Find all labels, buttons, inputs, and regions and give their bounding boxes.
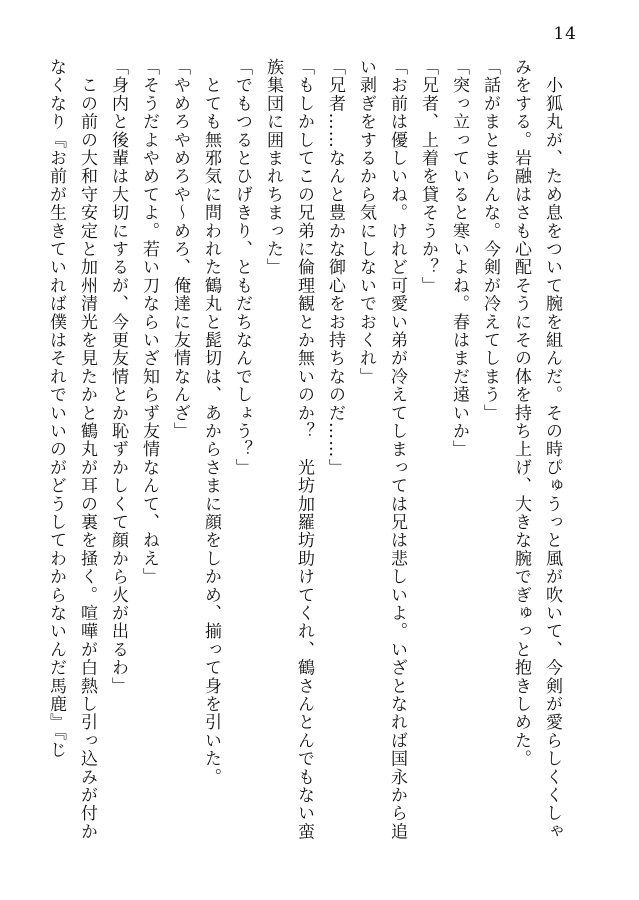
dialogue-line: 「兄者……なんと豊かな御心をお持ちなのだ……」: [325, 58, 345, 477]
dialogue-line: 「そうだよやめてよ。若い刀ならいざ知らず友情なんて、ねえ」: [139, 58, 159, 586]
dialogue-line: 「やめろやめろや〜めろ、俺達に友情なんざ」: [170, 58, 190, 441]
novel-text-block: [40, 58, 567, 848]
paragraph: 小狐丸が、ため息をついて腕を組んだ。その時ぴゅうっと風が吹いて、今剣が愛らしくくしゃみをする。岩融はさも心配そうにその体を持ち上げ、大きな腕でぎゅっと抱きしめた。: [511, 58, 562, 841]
dialogue-line: 「お前は優しいね。けれど可愛い弟が冷えてしまっては兄は悲しいよ。いざとなれば国永から追い剥ぎをするから気にしないでおくれ」: [356, 58, 407, 841]
dialogue-line: 「身内と後輩は大切にするが、今更友情とか恥ずかしくて顔から火が出るわ」: [108, 58, 128, 695]
dialogue-line: 「でもつるとひげきり、ともだちなんでしょう？」: [232, 58, 252, 477]
page-number: 14: [553, 24, 577, 44]
paragraph: とても無邪気に問われた鶴丸と髭切は、あからさまに顔をしかめ、揃って身を引いた。: [201, 58, 221, 786]
dialogue-line: 「兄者、上着を貸そうか？」: [418, 58, 438, 295]
dialogue-line: 「突っ立っていると寒いよね。春はまだ遠いか」: [449, 58, 469, 459]
dialogue-line: 「もしかしてこの兄弟に倫理観とか無いのか？ 光坊加羅坊助けてくれ、鶴さんとんでもない蛮族集団に囲まれちまった」: [263, 58, 314, 841]
dialogue-line: 「話がまとまらんな。今剣が冷えてしまう」: [480, 58, 500, 422]
paragraph: この前の大和守安定と加州清光を見たかと鶴丸が耳の裏を掻く。喧嘩が白熱し引っ込みが付かなくなり『お前が生きていれば僕はそれでいいのがどうしてわからないんだ馬鹿』『じ: [46, 58, 97, 841]
